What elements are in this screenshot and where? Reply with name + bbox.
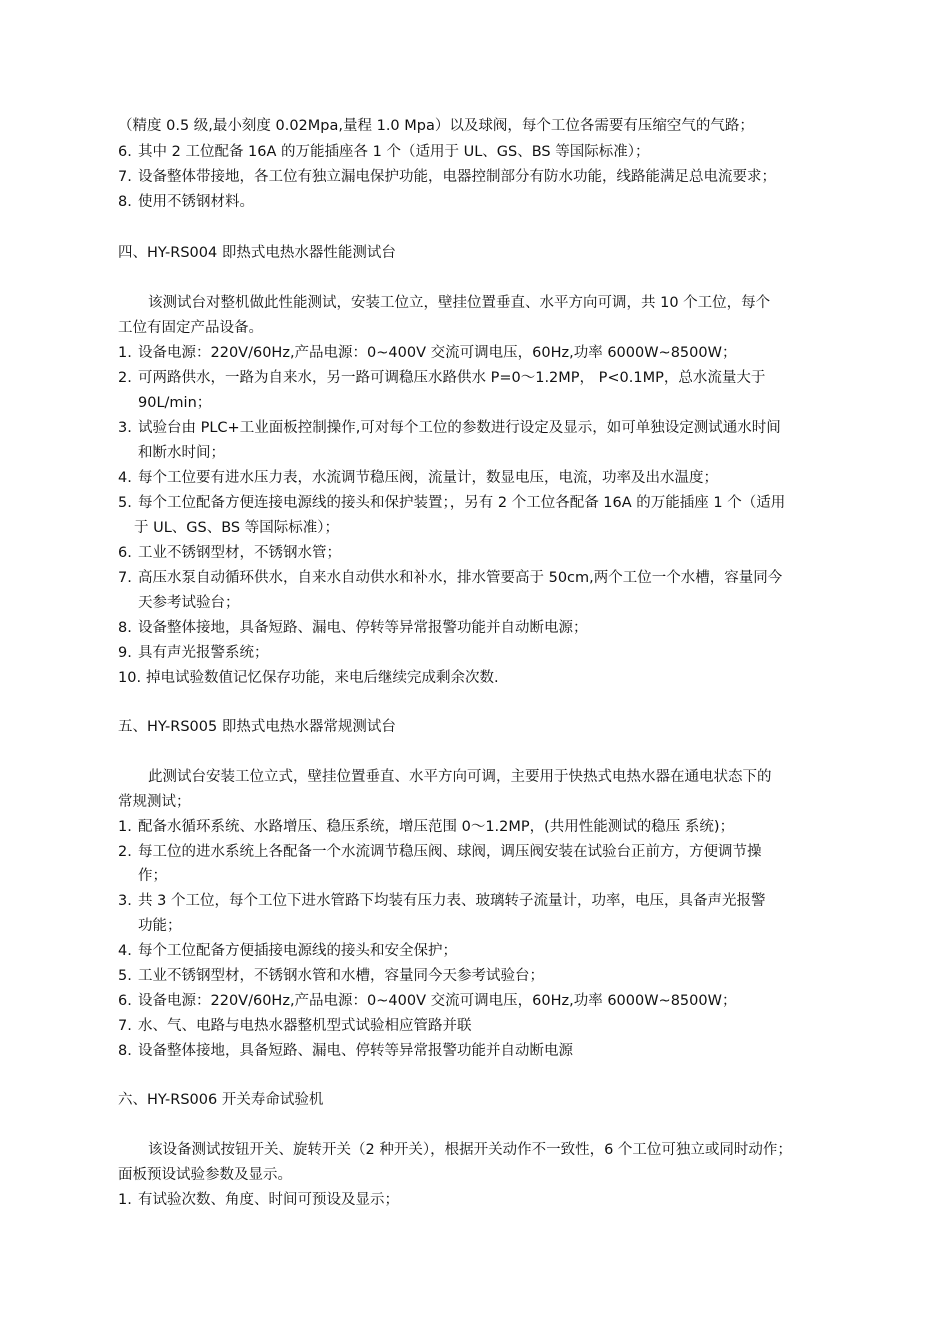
section-heading: 四、HY-RS004 即热式电热水器性能测试台: [118, 245, 396, 261]
list-item-text: 设备整体接地，具备短路、漏电、停转等异常报警功能并自动断电源: [138, 1043, 573, 1059]
item-number: 6.: [118, 993, 132, 1009]
section-heading: 五、HY-RS005 即热式电热水器常规测试台: [118, 719, 396, 735]
item-number: 8.: [118, 1043, 132, 1059]
list-item-text: 试验台由 PLC+工业面板控制操作,可对每个工位的参数进行设定及显示，如可单独设定测试通水时间: [138, 420, 781, 436]
intro-line: 该测试台对整机做此性能测试，安装工位立，壁挂位置垂直、水平方向可调，共 10 个工位，每个: [148, 295, 771, 311]
list-item-text: 天参考试验台；: [138, 595, 240, 611]
list-item-text: 90L/min；: [138, 395, 212, 411]
item-number: 1.: [118, 1192, 132, 1208]
list-item-text: 作；: [138, 868, 167, 884]
item-number: 5.: [118, 495, 132, 511]
intro-line: 面板预设试验参数及显示。: [118, 1167, 292, 1183]
list-item-text: 每个工位配备方便插接电源线的接头和安全保护；: [138, 943, 457, 959]
item-number: 7.: [118, 169, 132, 185]
list-item-text: 工业不锈钢型材，不锈钢水管和水槽，容量同今天参考试验台；: [138, 968, 544, 984]
intro-line: 此测试台安装工位立式，壁挂位置垂直、水平方向可调，主要用于快热式电热水器在通电状态下的: [148, 769, 772, 785]
continuation-line: （精度 0.5 级,最小刻度 0.02Mpa,量程 1.0 Mpa）以及球阀，每个工位各需要有压缩空气的气路；: [118, 118, 754, 134]
list-item-text: 工业不锈钢型材，不锈钢水管；: [138, 545, 341, 561]
item-number: 7.: [118, 1018, 132, 1034]
item-number: 6.: [118, 545, 132, 561]
intro-line: 该设备测试按钮开关、旋转开关（2 种开关），根据开关动作不一致性，6 个工位可独立或同时动作；: [148, 1142, 792, 1158]
list-item-text: 使用不锈钢材料。: [138, 194, 254, 210]
item-number: 5.: [118, 968, 132, 984]
list-item-text: 设备整体带接地，各工位有独立漏电保护功能，电器控制部分有防水功能，线路能满足总电流要求；: [138, 169, 776, 185]
list-item-text: 共 3 个工位，每个工位下进水管路下均装有压力表、玻璃转子流量计，功率，电压，具备声光报警: [138, 893, 766, 909]
list-item-text: 高压水泵自动循环供水，自来水自动供水和补水，排水管要高于 50cm,两个工位一个水槽，容量同今: [138, 570, 783, 586]
list-item-text: 设备电源：220V/60Hz,产品电源：0~400V 交流可调电压，60Hz,功率 6000W~8500W；: [138, 345, 737, 361]
list-item-text: 有试验次数、角度、时间可预设及显示；: [138, 1192, 399, 1208]
list-item-text: 每工位的进水系统上各配备一个水流调节稳压阀、球阀，调压阀安装在试验台正前方，方便调节操: [138, 844, 762, 860]
list-item-text: 每个工位配备方便连接电源线的接头和保护装置；，另有 2 个工位各配备 16A 的万能插座 1 个（适用: [138, 495, 786, 511]
item-number: 2.: [118, 370, 132, 386]
list-item-text: 其中 2 工位配备 16A 的万能插座各 1 个（适用于 UL、GS、BS 等国际标准）；: [138, 144, 650, 160]
item-number: 8.: [118, 620, 132, 636]
list-item-text: 配备水循环系统、水路增压、稳压系统，增压范围 0～1.2MP，(共用性能测试的稳压 系统)；: [138, 819, 735, 835]
list-item-text: 可两路供水，一路为自来水，另一路可调稳压水路供水 P=0～1.2MP， P<0.1MP，总水流量大于: [138, 370, 766, 386]
item-number: 8.: [118, 194, 132, 210]
list-item-text: 水、气、电路与电热水器整机型式试验相应管路并联: [138, 1018, 472, 1034]
item-number: 4.: [118, 943, 132, 959]
item-number: 6.: [118, 144, 132, 160]
list-item-text: 功能；: [138, 918, 182, 934]
list-item-text: 掉电试验数值记忆保存功能，来电后继续完成剩余次数.: [146, 670, 499, 686]
item-number: 3.: [118, 893, 132, 909]
item-number: 10.: [118, 670, 142, 686]
item-number: 3.: [118, 420, 132, 436]
item-number: 2.: [118, 844, 132, 860]
list-item-text: 和断水时间；: [138, 445, 225, 461]
intro-line: 常规测试；: [118, 794, 191, 810]
list-item-text: 设备整体接地，具备短路、漏电、停转等异常报警功能并自动断电源；: [138, 620, 588, 636]
item-number: 1.: [118, 819, 132, 835]
section-heading: 六、HY-RS006 开关寿命试验机: [118, 1092, 324, 1108]
item-number: 1.: [118, 345, 132, 361]
intro-line: 工位有固定产品设备。: [118, 320, 263, 336]
item-number: 4.: [118, 470, 132, 486]
list-item-text: 于 UL、GS、BS 等国际标准）；: [134, 520, 339, 536]
item-number: 9.: [118, 645, 132, 661]
list-item-text: 每个工位要有进水压力表，水流调节稳压阀，流量计，数显电压，电流，功率及出水温度；: [138, 470, 718, 486]
list-item-text: 设备电源：220V/60Hz,产品电源：0~400V 交流可调电压，60Hz,功率 6000W~8500W；: [138, 993, 737, 1009]
list-item-text: 具有声光报警系统；: [138, 645, 269, 661]
item-number: 7.: [118, 570, 132, 586]
